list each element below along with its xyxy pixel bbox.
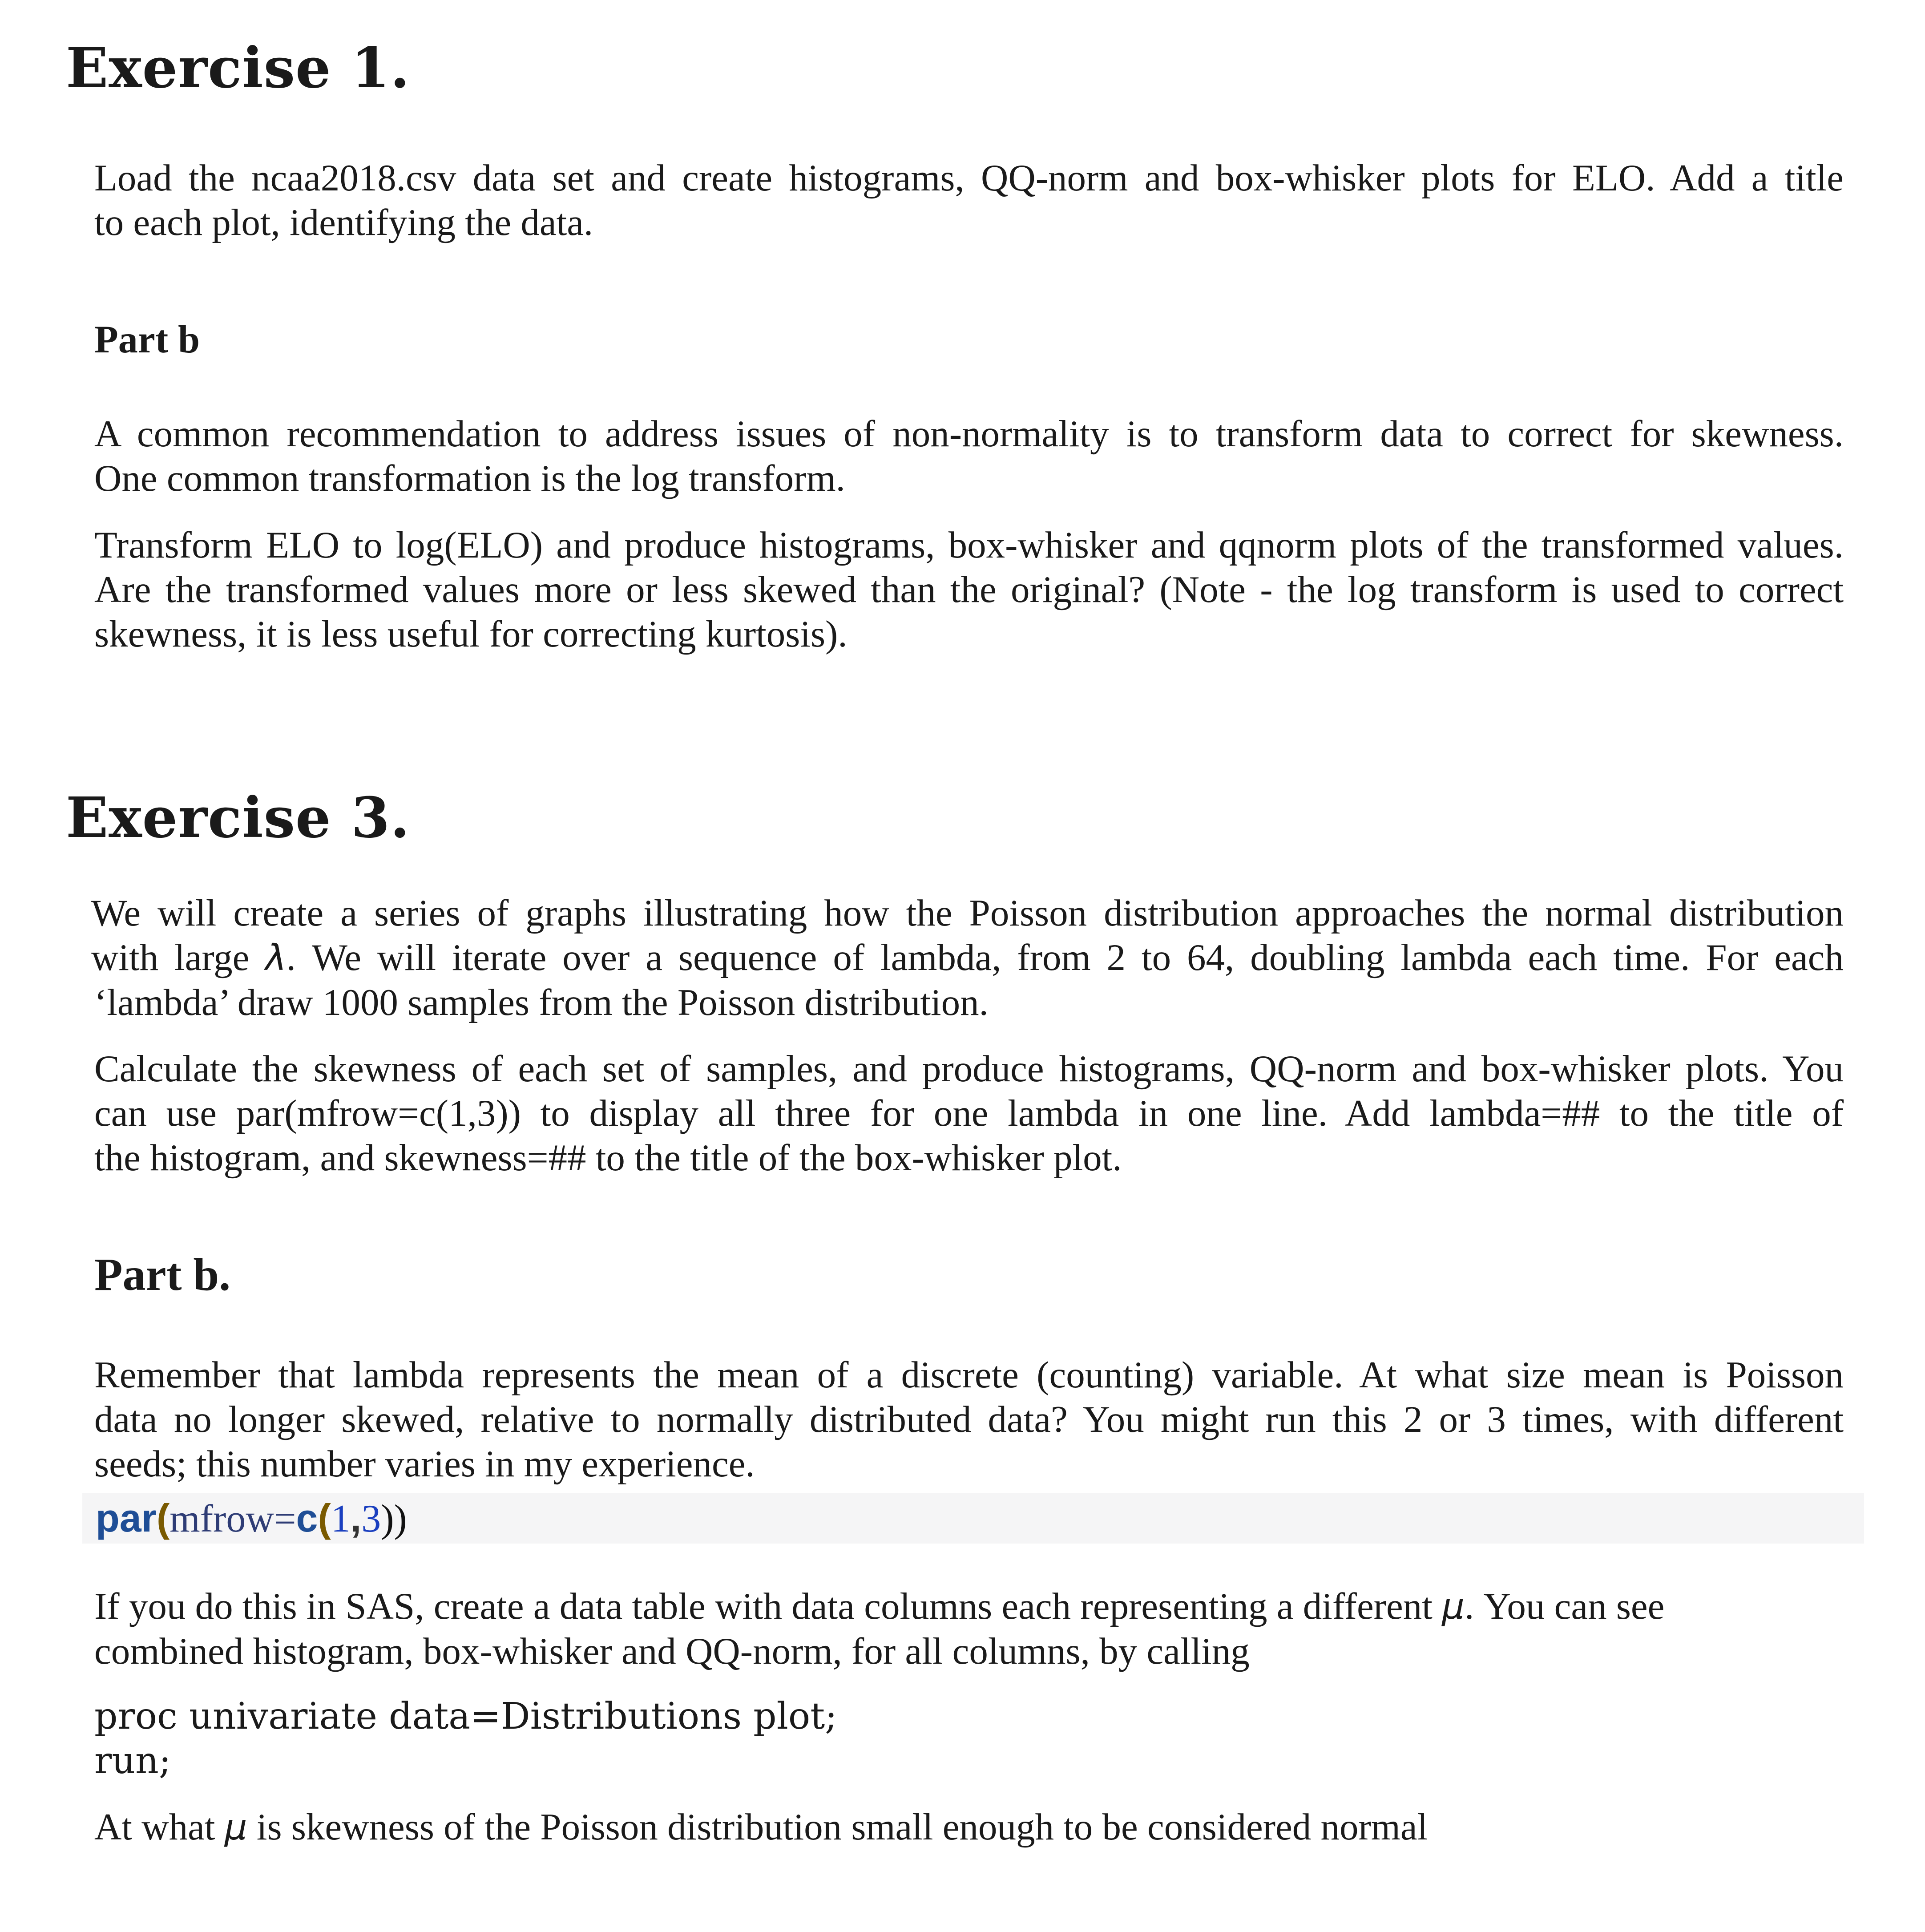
text-line: seeds; this number varies in my experience. <box>94 1443 755 1485</box>
text-line: Remember that lambda represents the mean of a discrete (counting) variable. At what size mean is Poisson <box>94 1354 1844 1396</box>
exercise-1-intro <box>94 156 1844 245</box>
sas-code-line: run; <box>94 1740 171 1782</box>
code-number: 1 <box>331 1497 351 1540</box>
sas-paragraph <box>94 1584 1844 1673</box>
text-line: can use par(mfrow=c(1,3)) to display all three for one lambda in one line. Add lambda=## to the title of <box>94 1092 1844 1134</box>
text-line: with large λ. We will iterate over a sequence of lambda, from 2 to 64, doubling lambda each time. For each <box>91 937 1844 978</box>
part-b-paragraph-2 <box>94 523 1844 656</box>
part-b-heading: Part b <box>94 318 200 361</box>
code-function: par <box>96 1496 157 1540</box>
sas-code-block <box>94 1694 837 1783</box>
code-comma: , <box>350 1496 362 1540</box>
code-function: c <box>296 1496 318 1540</box>
text-line: combined histogram, box-whisker and QQ-norm, for all columns, by calling <box>94 1630 1250 1672</box>
part-b-paragraph-1 <box>94 412 1844 501</box>
code-argument: mfrow= <box>169 1497 296 1540</box>
exercise-3-heading: Exercise 3. <box>66 785 410 850</box>
exercise-3-paragraph-1 <box>91 891 1844 1025</box>
exercise-3-paragraph-2 <box>94 1047 1844 1180</box>
code-paren: ( <box>156 1496 170 1540</box>
text-line: ‘lambda’ draw 1000 samples from the Poisson distribution. <box>94 982 989 1023</box>
r-code-block <box>82 1493 1864 1544</box>
text-line: Calculate the skewness of each set of samples, and produce histograms, QQ-norm and box-whisker plots. You <box>94 1048 1844 1090</box>
mu-symbol: μ <box>224 1807 247 1848</box>
sas-code-line: proc univariate data=Distributions plot; <box>94 1695 837 1738</box>
text-line: A common recommendation to address issues of non-normality is to transform data to correct for skewness. <box>94 413 1844 455</box>
text-line: the histogram, and skewness=## to the title of the box-whisker plot. <box>94 1137 1122 1179</box>
final-question <box>94 1805 1844 1850</box>
text-line: We will create a series of graphs illustrating how the Poisson distribution approaches the normal distribution <box>91 892 1844 934</box>
code-paren: ( <box>318 1496 331 1540</box>
mu-symbol: μ <box>1442 1586 1465 1627</box>
exercise-3-part-b-heading: Part b. <box>94 1249 231 1300</box>
text-line: skewness, it is less useful for correcting kurtosis). <box>94 613 847 655</box>
text-line: data no longer skewed, relative to normally distributed data? You might run this 2 or 3 times, with different <box>94 1398 1844 1440</box>
text-line: At what μ is skewness of the Poisson distribution small enough to be considered normal <box>94 1806 1428 1848</box>
code-number: 3 <box>361 1497 381 1540</box>
code-paren: )) <box>381 1497 407 1540</box>
lambda-symbol: λ <box>265 937 287 978</box>
exercise-1-heading: Exercise 1. <box>66 36 410 101</box>
text-line: If you do this in SAS, create a data table with data columns each representing a different μ. You can see <box>94 1585 1665 1627</box>
text-line: Transform ELO to log(ELO) and produce histograms, box-whisker and qqnorm plots of the transformed values. <box>94 524 1844 566</box>
text-line: Load the ncaa2018.csv data set and create histograms, QQ-norm and box-whisker plots for ELO. Add a title <box>94 157 1844 199</box>
text-line: Are the transformed values more or less skewed than the original? (Note - the log transform is used to correct <box>94 569 1844 610</box>
text-line: to each plot, identifying the data. <box>94 202 593 243</box>
text-line: One common transformation is the log transform. <box>94 457 845 499</box>
exercise-3-part-b-paragraph <box>94 1353 1844 1486</box>
